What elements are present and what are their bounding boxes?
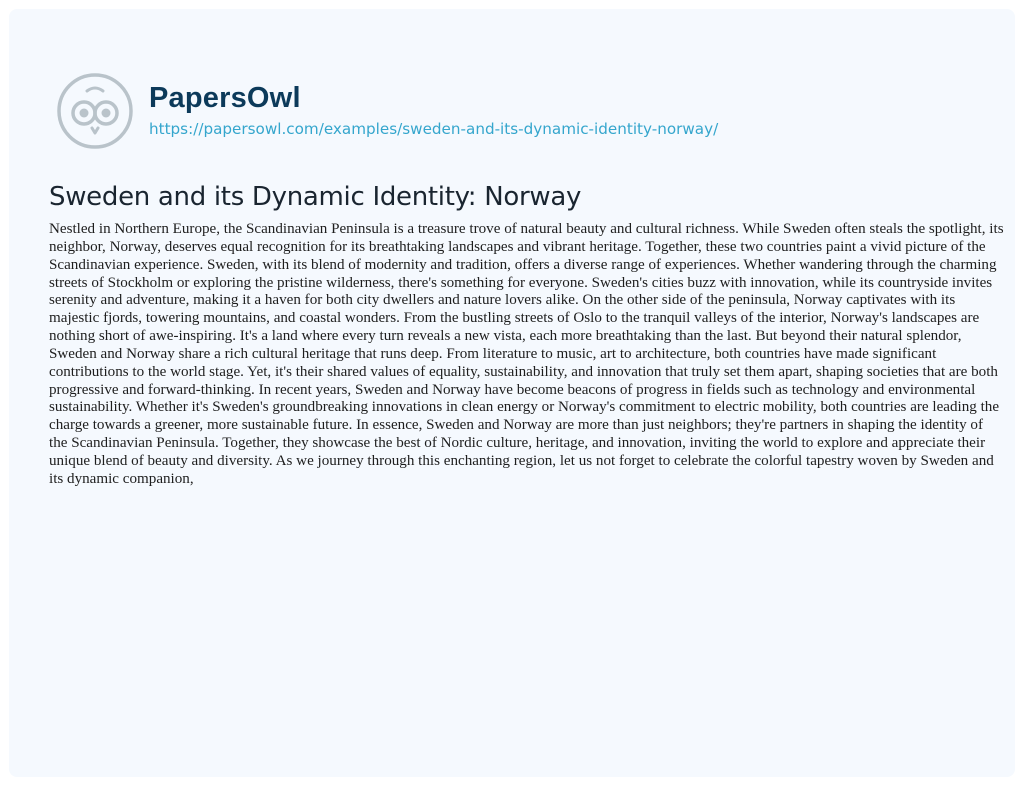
article-body: Nestled in Northern Europe, the Scandinavian Peninsula is a treasure trove of natural beauty and cultural richness. While Sweden often steals the spotlight, its neighbor, Norway, deserves equal recognition for its breathtaking landscapes and vibrant heritage. Together, these two countries paint a vivid picture of the Scandinavian experience. Sweden, with its blend of modernity and tradition, offers a diverse range of experiences. Whether wandering through the charming streets of Stockholm or exploring the pristine wilderness, there's something for everyone. Sweden's cities buzz with innovation, while its countryside invites serenity and adventure, making it a haven for both city dwellers and nature lovers alike. On the other side of the peninsula, Norway captivates with its majestic fjords, towering mountains, and coastal wonders. From the bustling streets of Oslo to the tranquil valleys of the interior, Norway's landscapes are nothing short of awe-inspiring. It's a land where every turn reveals a new vista, each more breathtaking than the last. But beyond their natural splendor, Sweden and Norway share a rich cultural heritage that runs deep. From literature to music, art to architecture, both countries have made significant contributions to the world stage. Yet, it's their shared values of equality, sustainability, and innovation that truly set them apart, shaping societies that are both progressive and forward-thinking. In recent years, Sweden and Norway have become beacons of progress in fields such as technology and environmental sustainability. Whether it's Sweden's groundbreaking innovations in clean energy or Norway's commitment to electric mobility, both countries are leading the charge towards a greener, more sustainable future. In essence, Sweden and Norway are more than just neighbors; they're partners in shaping the identity of the Scandinavian Peninsula. Together, they showcase the best of Nordic culture, heritage, and innovation, inviting the world to explore and appreciate their unique blend of beauty and diversity. As we journey through this enchanting region, let us not forget to celebrate the colorful tapestry woven by Sweden and its dynamic companion, <box>49 221 1004 487</box>
source-url-link[interactable]: https://papersowl.com/examples/sweden-and-its-dynamic-identity-norway/ <box>149 120 719 138</box>
page-title: Sweden and its Dynamic Identity: Norway <box>49 182 582 212</box>
brand-block <box>149 81 718 141</box>
site-header <box>57 69 718 153</box>
document-page <box>9 9 1015 777</box>
brand-name: PapersOwl <box>149 82 301 114</box>
owl-eyes-icon <box>57 73 133 149</box>
